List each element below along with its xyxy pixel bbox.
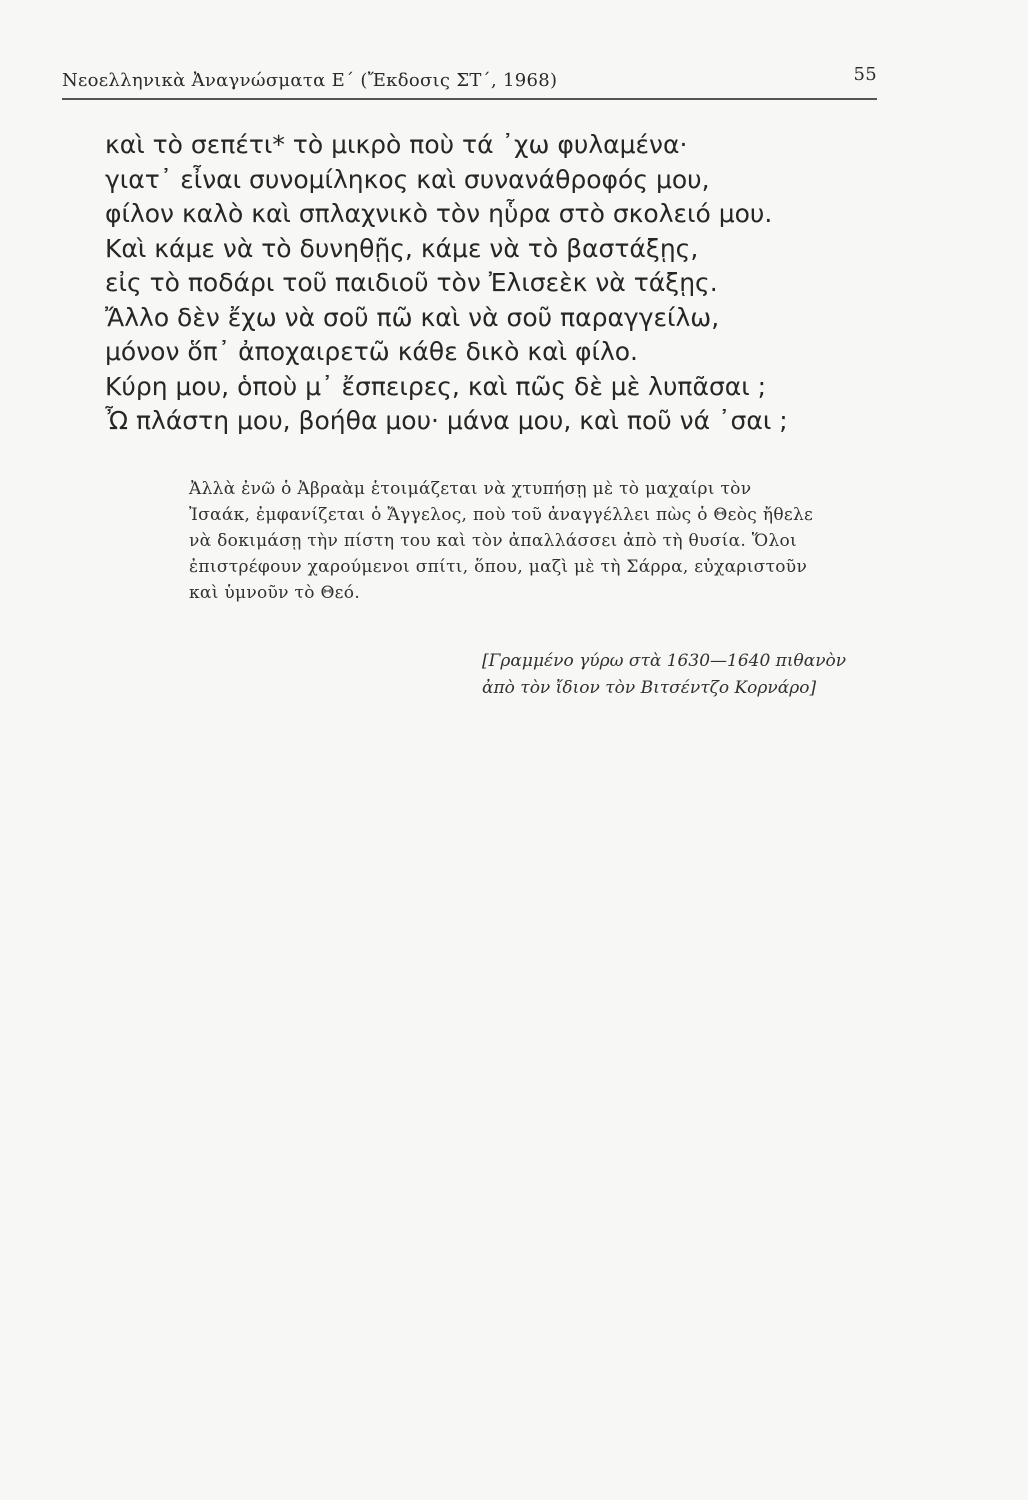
poem-line: Ὦ πλάστη μου, βοήθα μου· μάνα μου, καὶ ποῦ νά ᾽σαι ; bbox=[105, 406, 788, 435]
prose-line: Ἰσαάκ, ἐμφανίζεται ὁ Ἄγγελος, ποὺ τοῦ ἀναγγέλλει πὼς ὁ Θεὸς ἤθελε bbox=[189, 505, 814, 525]
poem-line: Ἄλλο δὲν ἔχω νὰ σοῦ πῶ καὶ νὰ σοῦ παραγγείλω, bbox=[105, 302, 720, 332]
prose-summary bbox=[189, 476, 894, 606]
poem-line: γιατ᾽ εἶναι συνομίληκος καὶ συνανάθροφός μου, bbox=[105, 164, 710, 194]
poem-line: καὶ τὸ σεπέτι* τὸ μικρὸ ποὺ τά ᾽χω φυλαμένα· bbox=[105, 130, 688, 159]
prose-line: καὶ ὑμνοῦν τὸ Θεό. bbox=[189, 583, 361, 603]
poem-line: μόνον ὅπ᾽ ἀποχαιρετῶ κάθε δικὸ καὶ φίλο. bbox=[105, 337, 638, 366]
attribution-line: [Γραμμένο γύρω στὰ 1630—1640 πιθανὸν bbox=[482, 651, 847, 671]
running-title: Νεοελληνικὰ Ἀναγνώσματα Ε΄ (Ἔκδοσις ΣΤ΄, 1968) bbox=[62, 70, 558, 91]
running-head bbox=[62, 64, 877, 100]
attribution-line: ἀπὸ τὸν ἴδιον τὸν Βιτσέντζο Κορνάρο] bbox=[482, 678, 817, 698]
poem-line: Κύρη μου, ὁποὺ μ᾽ ἔσπειρες, καὶ πῶς δὲ μὲ λυπᾶσαι ; bbox=[105, 371, 767, 401]
poem-line: εἰς τὸ ποδάρι τοῦ παιδιοῦ τὸν Ἐλισεὲκ νὰ τάξῃς. bbox=[105, 268, 718, 297]
page-number: 55 bbox=[853, 64, 877, 85]
prose-line: νὰ δοκιμάσῃ τὴν πίστη του καὶ τὸν ἀπαλλάσσει ἀπὸ τὴ θυσία. Ὅλοι bbox=[189, 531, 798, 551]
prose-line: Ἀλλὰ ἐνῶ ὁ Ἀβραὰμ ἑτοιμάζεται νὰ χτυπήσῃ μὲ τὸ μαχαίρι τὸν bbox=[189, 479, 752, 499]
attribution-note bbox=[482, 648, 902, 702]
prose-line: ἐπιστρέφουν χαρούμενοι σπίτι, ὅπου, μαζὶ μὲ τὴ Σάρρα, εὐχαριστοῦν bbox=[189, 557, 808, 577]
poem-line: Καὶ κάμε νὰ τὸ δυνηθῇς, κάμε νὰ τὸ βαστάξῃς, bbox=[105, 233, 699, 263]
poem-line: φίλον καλὸ καὶ σπλαχνικὸ τὸν ηὗρα στὸ σκολειό μου. bbox=[105, 199, 773, 228]
poem-stanza bbox=[105, 128, 865, 439]
